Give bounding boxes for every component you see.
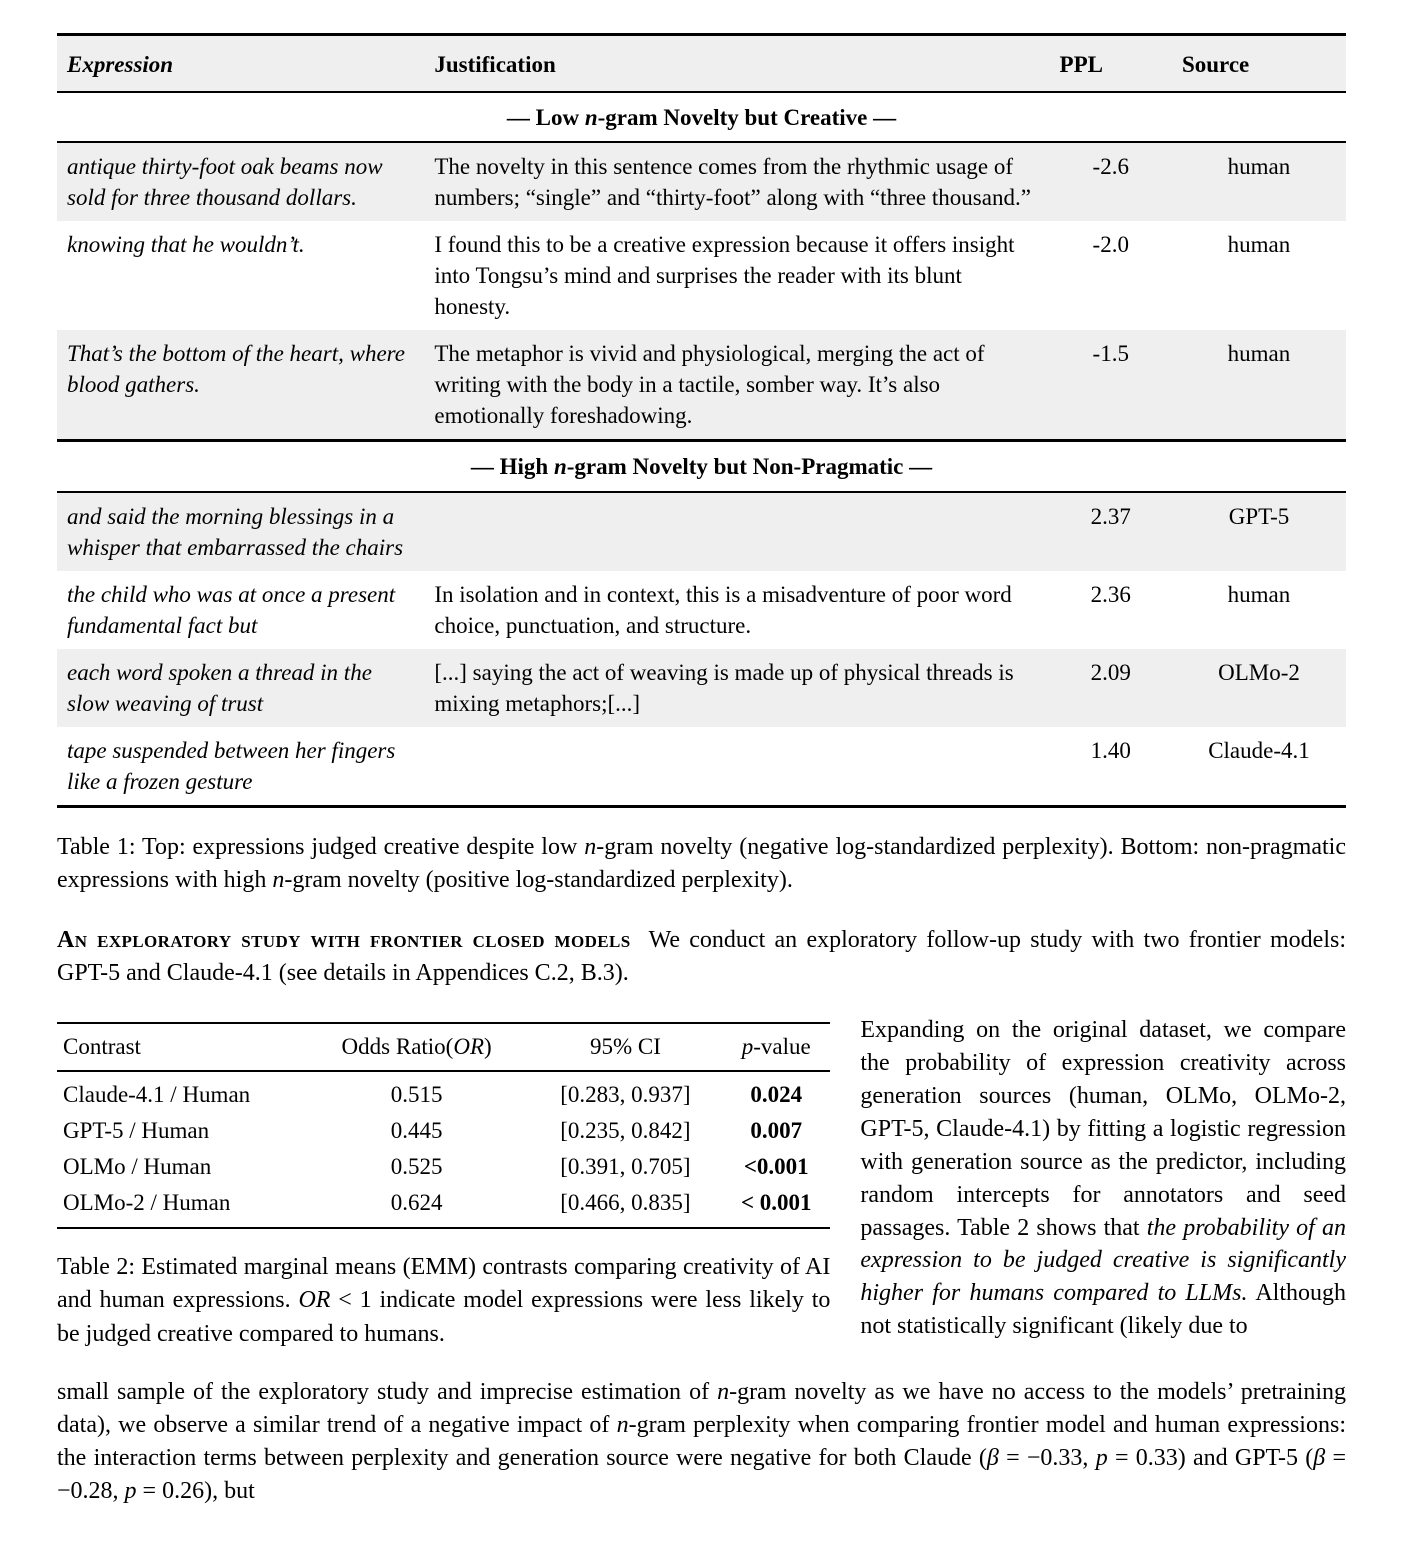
table2-header-pvalue: p-value xyxy=(741,1034,811,1060)
odds-ratio-cell: 0.515 xyxy=(390,1082,443,1108)
ci-cell: [0.283, 0.937] xyxy=(560,1082,691,1108)
table2-row xyxy=(57,1149,830,1185)
justification-cell: [...] saying the act of weaving is made up of physical threads is mixing metaphors;[...] xyxy=(434,659,1014,716)
justification-cell: The novelty in this sentence comes from the rhythmic usage of numbers; “single” and “thirty-foot” along with “three thousand.” xyxy=(434,154,1031,211)
source-cell: human xyxy=(1227,232,1291,258)
justification-cell: The metaphor is vivid and physiological, merging the act of writing with the body in a tactile, somber way. It’s also emotionally foreshadowing. xyxy=(434,341,985,429)
justification-cell xyxy=(424,727,1049,807)
source-cell: GPT-5 xyxy=(1228,503,1290,529)
body-text-column xyxy=(860,1014,1346,1343)
contrast-cell: OLMo-2 / Human xyxy=(63,1189,231,1215)
ci-cell: [0.466, 0.835] xyxy=(560,1189,691,1215)
table1 xyxy=(57,33,1346,808)
expression-cell: tape suspended between her fingers like a frozen gesture xyxy=(67,737,396,794)
ci-cell: [0.235, 0.842] xyxy=(560,1118,691,1144)
two-column-region xyxy=(57,1014,1346,1351)
table2-header-odds-ratio: Odds Ratio(OR) xyxy=(341,1034,492,1060)
section-high-label: — High n-gram Novelty but Non-Pragmatic — xyxy=(470,454,933,480)
expression-cell: the child who was at once a present fundamental fact but xyxy=(67,581,396,638)
table1-section-high-novelty xyxy=(57,441,1346,492)
section-run-in-heading: An exploratory study with frontier closed models xyxy=(57,927,631,954)
justification-cell xyxy=(424,492,1049,571)
table2-header-ci: 95% CI xyxy=(589,1034,661,1060)
pvalue-cell: <0.001 xyxy=(743,1153,809,1179)
ppl-cell: -2.6 xyxy=(1092,154,1129,180)
contrast-cell: Claude-4.1 / Human xyxy=(63,1082,251,1108)
expression-cell: and said the morning blessings in a whisper that embarrassed the chairs xyxy=(67,503,404,560)
ppl-cell: 1.40 xyxy=(1090,737,1131,763)
table1-caption: Table 1: Top: expressions judged creative despite low n-gram novelty (negative log-standardized perplexity). Bottom: non-pragmatic expressions with high n-gram novelty (positive log-standardized perplexity). xyxy=(57,833,1346,894)
table1-row xyxy=(57,649,1346,727)
table1-row xyxy=(57,142,1346,221)
expression-cell: knowing that he wouldn’t. xyxy=(67,232,305,258)
odds-ratio-cell: 0.525 xyxy=(390,1153,443,1179)
pvalue-cell: 0.024 xyxy=(750,1082,803,1108)
table2-header-contrast: Contrast xyxy=(63,1034,141,1060)
table1-section-low-novelty xyxy=(57,92,1346,142)
ppl-cell: 2.09 xyxy=(1090,659,1131,685)
exploratory-paragraph xyxy=(57,924,1346,990)
table2-caption: Table 2: Estimated marginal means (EMM) contrasts comparing creativity of AI and human expressions. OR < 1 indicate model expressions were less likely to be judged creative compared to humans. xyxy=(57,1253,831,1347)
justification-cell: In isolation and in context, this is a misadventure of poor word choice, punctuation, and structure. xyxy=(434,581,1012,638)
expression-cell: antique thirty-foot oak beams now sold for three thousand dollars. xyxy=(67,154,383,211)
source-cell: human xyxy=(1227,341,1291,367)
source-cell: Claude-4.1 xyxy=(1208,737,1310,763)
table2-row xyxy=(57,1185,830,1228)
contrast-cell: GPT-5 / Human xyxy=(63,1118,210,1144)
justification-cell: I found this to be a creative expression because it offers insight into Tongsu’s mind and surprises the reader with its blunt honesty. xyxy=(434,232,1015,320)
table2-row xyxy=(57,1113,830,1149)
table1-row xyxy=(57,330,1346,441)
table1-header-source: Source xyxy=(1181,52,1250,77)
ppl-cell: -1.5 xyxy=(1092,341,1129,367)
table1-header-row xyxy=(57,35,1346,93)
contrast-cell: OLMo / Human xyxy=(63,1153,212,1179)
right-column-paragraph: Expanding on the original dataset, we compare the probability of expression creativity across generation sources (human, OLMo, OLMo-2, GPT-5, Claude-4.1) by fitting a logistic regression with generation source as the predictor, including random intercepts for annotators and seed passages. Table 2 shows that the probability of an expression to be judged creative is significantly higher for humans compared to LLMs. Although not statistically significant (likely due to xyxy=(860,1017,1347,1340)
table2-header-row xyxy=(57,1023,830,1071)
ppl-cell: -2.0 xyxy=(1092,232,1129,258)
table2-row xyxy=(57,1071,830,1113)
table1-header-expression: Expression xyxy=(67,52,174,77)
table2-column xyxy=(57,1014,830,1351)
section-low-label: — Low n-gram Novelty but Creative — xyxy=(506,105,897,131)
pvalue-cell: < 0.001 xyxy=(740,1189,812,1215)
ppl-cell: 2.36 xyxy=(1090,581,1131,607)
table1-row xyxy=(57,727,1346,807)
pvalue-cell: 0.007 xyxy=(750,1118,803,1144)
source-cell: human xyxy=(1227,581,1291,607)
expression-cell: That’s the bottom of the heart, where blood gathers. xyxy=(67,341,405,398)
odds-ratio-cell: 0.445 xyxy=(390,1118,443,1144)
table1-row xyxy=(57,221,1346,330)
table2 xyxy=(57,1022,830,1228)
expression-cell: each word spoken a thread in the slow weaving of trust xyxy=(67,659,372,716)
bottom-paragraph: small sample of the exploratory study and imprecise estimation of n-gram novelty as we have no access to the models’ pretraining data), we observe a similar trend of a negative impact of n-gram perplexity when comparing frontier model and human expressions: the interaction terms between perplexity and generation source were negative for both Claude (β = −0.33, p = 0.33) and GPT-5 (β = −0.28, p = 0.26), but xyxy=(57,1378,1346,1504)
ppl-cell: 2.37 xyxy=(1090,503,1131,529)
exploratory-text: We conduct an exploratory follow-up study with two frontier models: GPT-5 and Claude-4.1 (see details in Appendices C.2, B.3). xyxy=(57,927,1346,987)
table1-row xyxy=(57,571,1346,649)
source-cell: human xyxy=(1227,154,1291,180)
table1-header-ppl: PPL xyxy=(1059,52,1103,77)
source-cell: OLMo-2 xyxy=(1218,659,1300,685)
table1-row xyxy=(57,492,1346,571)
ci-cell: [0.391, 0.705] xyxy=(560,1153,691,1179)
odds-ratio-cell: 0.624 xyxy=(390,1189,443,1215)
table1-header-justification: Justification xyxy=(434,52,556,77)
